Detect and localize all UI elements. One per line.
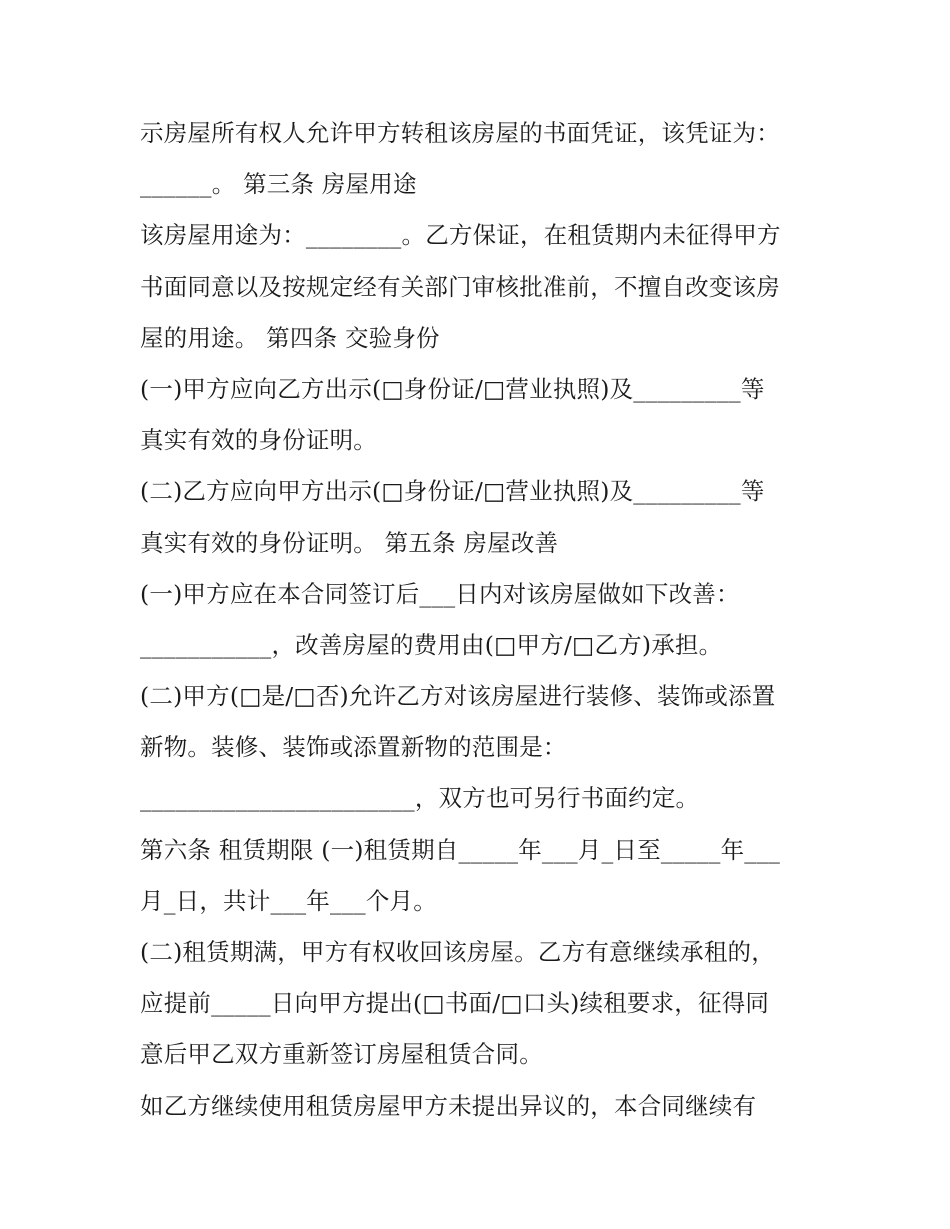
text-line: _______________________，双方也可另行书面约定。	[140, 784, 700, 813]
text-line: 真实有效的身份证明。	[140, 426, 377, 455]
text-line: 真实有效的身份证明。 第五条 房屋改善	[140, 528, 559, 557]
text-line: (一)甲方应在本合同签订后___日内对该房屋做如下改善：	[140, 579, 740, 608]
text-line: 意后甲乙双方重新签订房屋租赁合同。	[140, 1040, 543, 1069]
text-line: 应提前_____日向甲方提出(□书面/□口头)续租要求，征得同	[140, 989, 770, 1018]
text-line: 新物。装修、装饰或添置新物的范围是：	[140, 733, 567, 762]
contract-text-body	[140, 108, 820, 1132]
text-line: 第六条 租赁期限 (一)租赁期自_____年___月_日至_____年___	[140, 835, 781, 864]
text-line: 屋的用途。 第四条 交验身份	[140, 323, 440, 352]
text-line: 示房屋所有权人允许甲方转租该房屋的书面凭证，该凭证为：	[140, 119, 780, 147]
text-line: ______。 第三条 房屋用途	[140, 170, 417, 199]
text-line: (二)乙方应向甲方出示(□身份证/□营业执照)及_________等	[140, 477, 765, 506]
text-line: (一)甲方应向乙方出示(□身份证/□营业执照)及_________等	[140, 374, 765, 403]
text-line: ___________，改善房屋的费用由(□甲方/□乙方)承担。	[140, 630, 723, 659]
text-line: (二)甲方(□是/□否)允许乙方对该房屋进行装修、装饰或添置	[140, 682, 776, 711]
text-line: 该房屋用途为：________。乙方保证，在租赁期内未征得甲方	[140, 221, 781, 250]
text-line: 如乙方继续使用租赁房屋甲方未提出异议的，本合同继续有	[140, 1091, 757, 1120]
text-line: 书面同意以及按规定经有关部门审核批准前，不擅自改变该房	[140, 272, 780, 301]
text-line: (二)租赁期满，甲方有权收回该房屋。乙方有意继续承租的，	[140, 938, 775, 966]
text-line: 月_日，共计___年___个月。	[140, 886, 437, 915]
